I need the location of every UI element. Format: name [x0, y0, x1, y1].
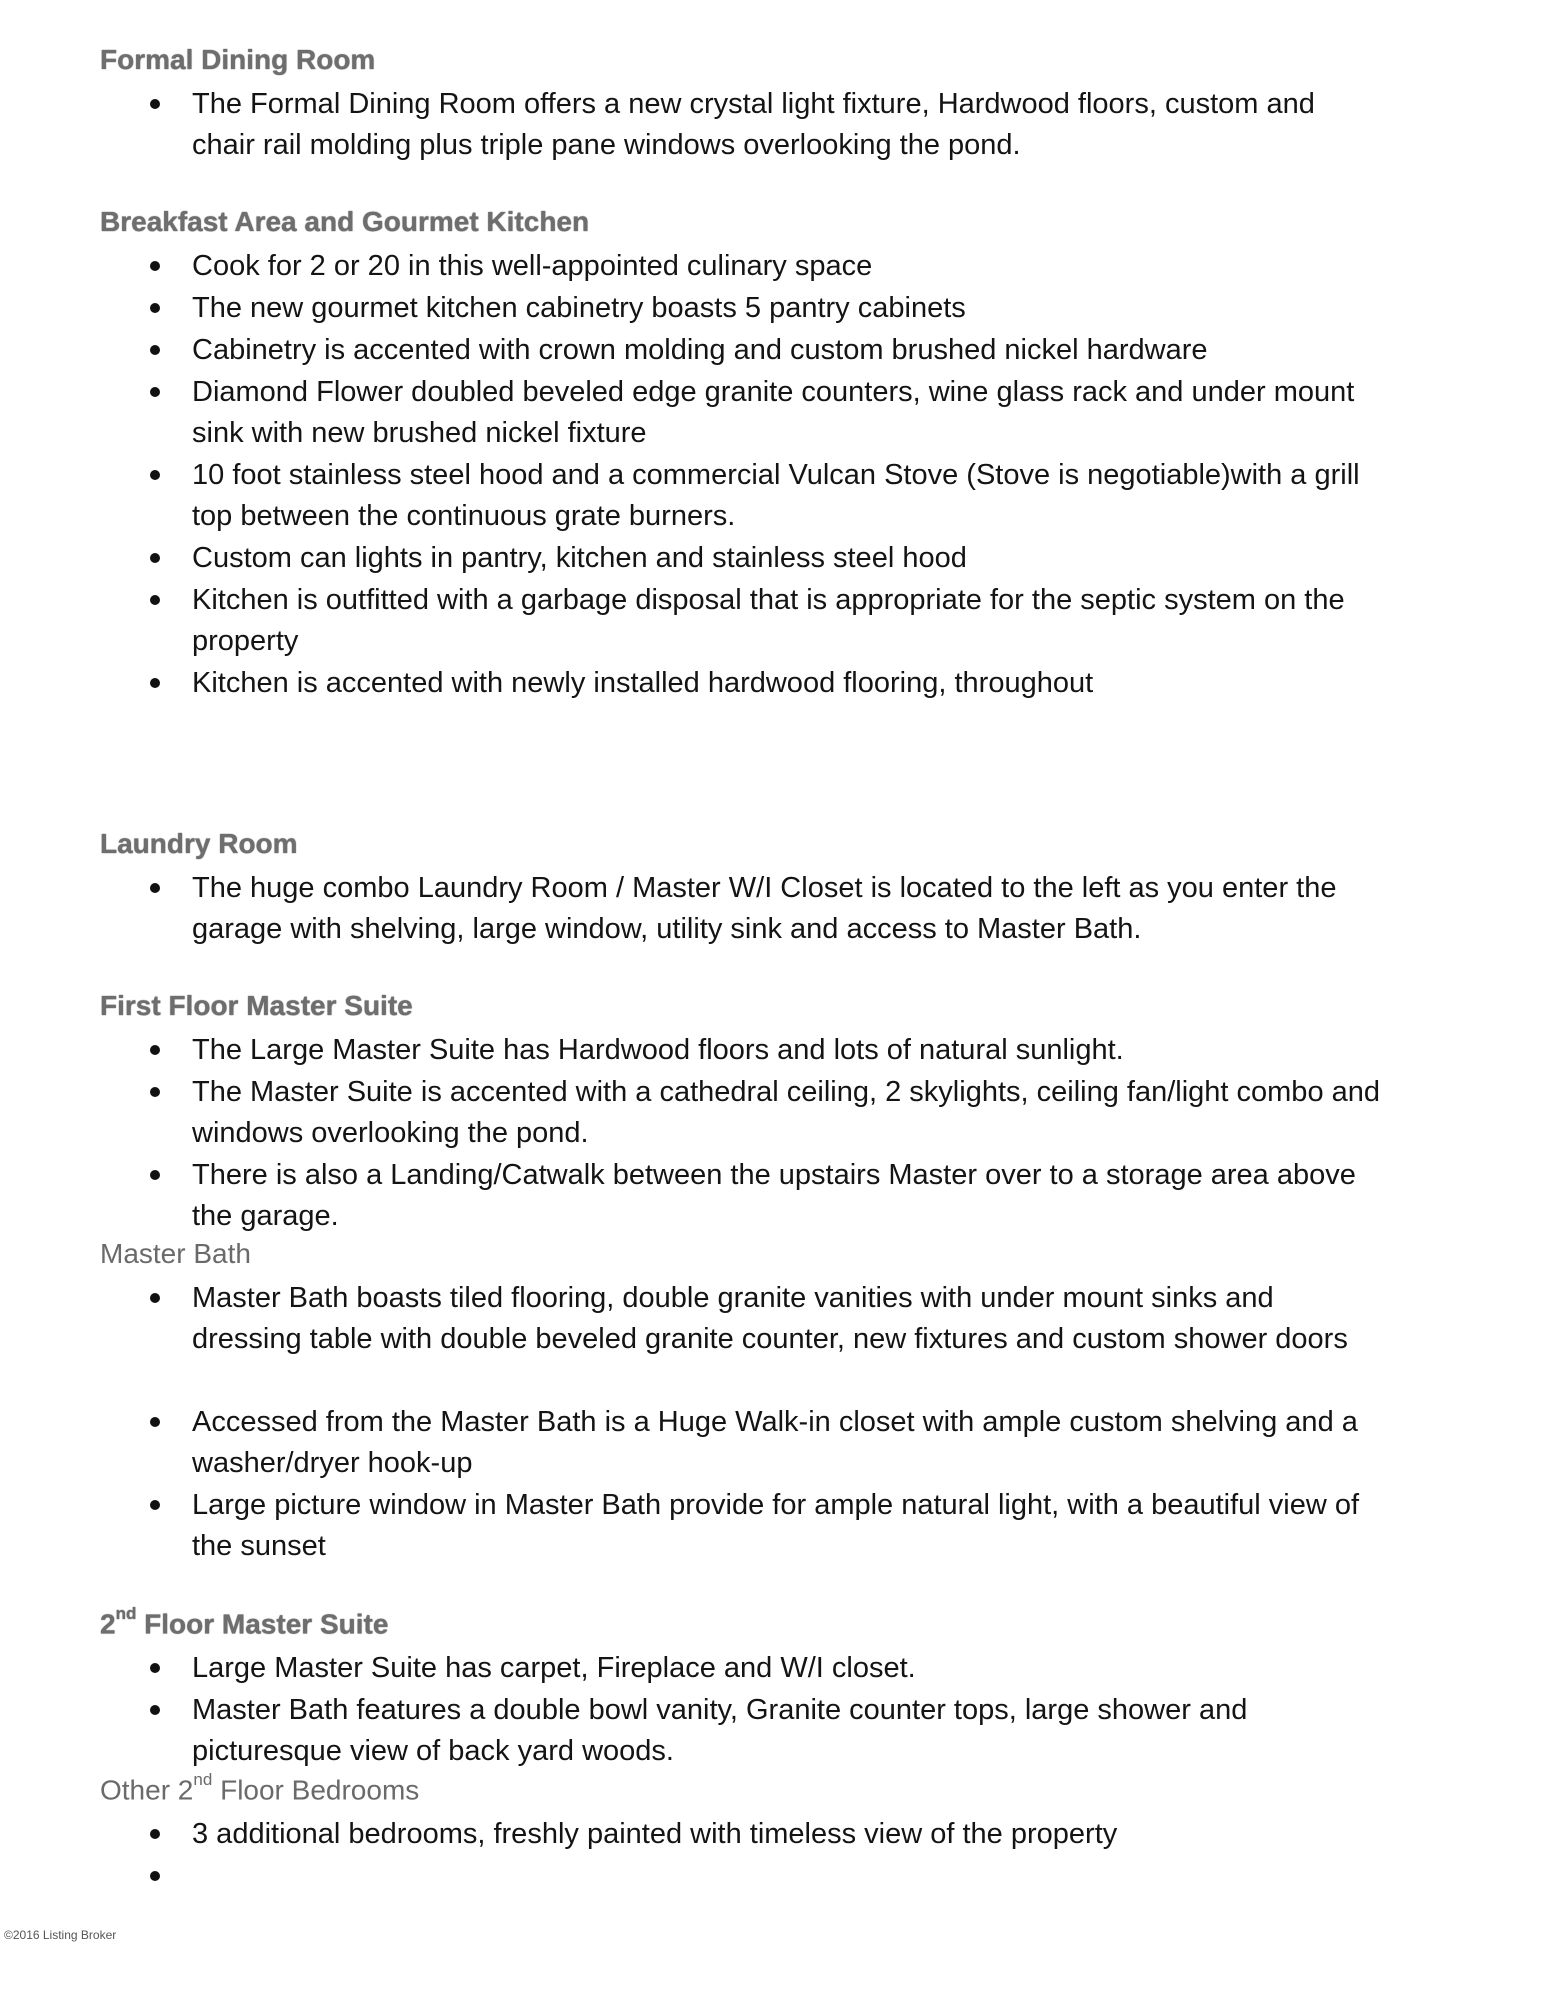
- bullet-icon: [150, 303, 160, 313]
- section-heading-master-bath: Master Bath: [100, 1238, 251, 1269]
- list-item: 10 foot stainless steel hood and a commercial Vulcan Stove (Stove is negotiable)with a grill top between the continuous grate burners.: [150, 455, 1380, 537]
- section-heading-formal-dining: Formal Dining Room: [100, 44, 376, 75]
- bullet-icon: [150, 1829, 160, 1839]
- bullet-icon: [150, 1087, 160, 1097]
- section-heading-laundry: Laundry Room: [100, 828, 298, 859]
- list-item: Diamond Flower doubled beveled edge granite counters, wine glass rack and under mount sink with new brushed nickel fixture: [150, 372, 1380, 454]
- list-item: The Master Suite is accented with a cathedral ceiling, 2 skylights, ceiling fan/light combo and windows overlooking the pond.: [150, 1072, 1380, 1154]
- bullet-icon: [150, 1871, 160, 1881]
- bullet-icon: [150, 1705, 160, 1715]
- list-item: Master Bath boasts tiled flooring, double granite vanities with under mount sinks and dressing table with double beveled granite counter, new fixtures and custom shower doors: [150, 1278, 1380, 1360]
- list-item: Kitchen is accented with newly installed hardwood flooring, throughout: [150, 663, 1380, 704]
- list-item: The Large Master Suite has Hardwood floors and lots of natural sunlight.: [150, 1030, 1380, 1071]
- bullet-icon: [150, 1170, 160, 1180]
- list-item: Accessed from the Master Bath is a Huge Walk-in closet with ample custom shelving and a washer/dryer hook-up: [150, 1402, 1380, 1484]
- section-heading-other-bedrooms: Other 2nd Floor Bedrooms: [100, 1770, 420, 1806]
- list-item: There is also a Landing/Catwalk between the upstairs Master over to a storage area above the garage.: [150, 1155, 1380, 1237]
- list-item: The Formal Dining Room offers a new crystal light fixture, Hardwood floors, custom and chair rail molding plus triple pane windows overlooking the pond.: [150, 84, 1380, 166]
- list-item: The huge combo Laundry Room / Master W/I Closet is located to the left as you enter the garage with shelving, large window, utility sink and access to Master Bath.: [150, 868, 1380, 950]
- section-heading-first-floor-master: First Floor Master Suite: [100, 990, 413, 1021]
- bullet-icon: [150, 1045, 160, 1055]
- list-item: Custom can lights in pantry, kitchen and stainless steel hood: [150, 538, 1380, 579]
- bullet-icon: [150, 1663, 160, 1673]
- bullet-icon: [150, 883, 160, 893]
- bullet-icon: [150, 553, 160, 563]
- list-item: Kitchen is outfitted with a garbage disposal that is appropriate for the septic system on the property: [150, 580, 1380, 662]
- list-item: Master Bath features a double bowl vanity, Granite counter tops, large shower and picturesque view of back yard woods.: [150, 1690, 1380, 1772]
- list-item: Large Master Suite has carpet, Fireplace and W/I closet.: [150, 1648, 1380, 1689]
- bullet-icon: [150, 1417, 160, 1427]
- bullet-icon: [150, 1500, 160, 1510]
- list-item: Large picture window in Master Bath provide for ample natural light, with a beautiful view of the sunset: [150, 1485, 1380, 1567]
- bullet-icon: [150, 678, 160, 688]
- section-heading-kitchen: Breakfast Area and Gourmet Kitchen: [100, 206, 590, 237]
- bullet-icon: [150, 261, 160, 271]
- bullet-icon: [150, 1293, 160, 1303]
- bullet-icon: [150, 387, 160, 397]
- section-heading-second-floor-master: 2nd Floor Master Suite: [100, 1604, 389, 1640]
- bullet-icon: [150, 345, 160, 355]
- bullet-icon: [150, 595, 160, 605]
- copyright-footer: ©2016 Listing Broker: [4, 1928, 117, 1942]
- list-item: The new gourmet kitchen cabinetry boasts 5 pantry cabinets: [150, 288, 1380, 329]
- bullet-icon: [150, 470, 160, 480]
- bullet-icon: [150, 99, 160, 109]
- list-item: Cook for 2 or 20 in this well-appointed culinary space: [150, 246, 1380, 287]
- list-item: Cabinetry is accented with crown molding and custom brushed nickel hardware: [150, 330, 1380, 371]
- list-item: 3 additional bedrooms, freshly painted with timeless view of the property: [150, 1814, 1380, 1855]
